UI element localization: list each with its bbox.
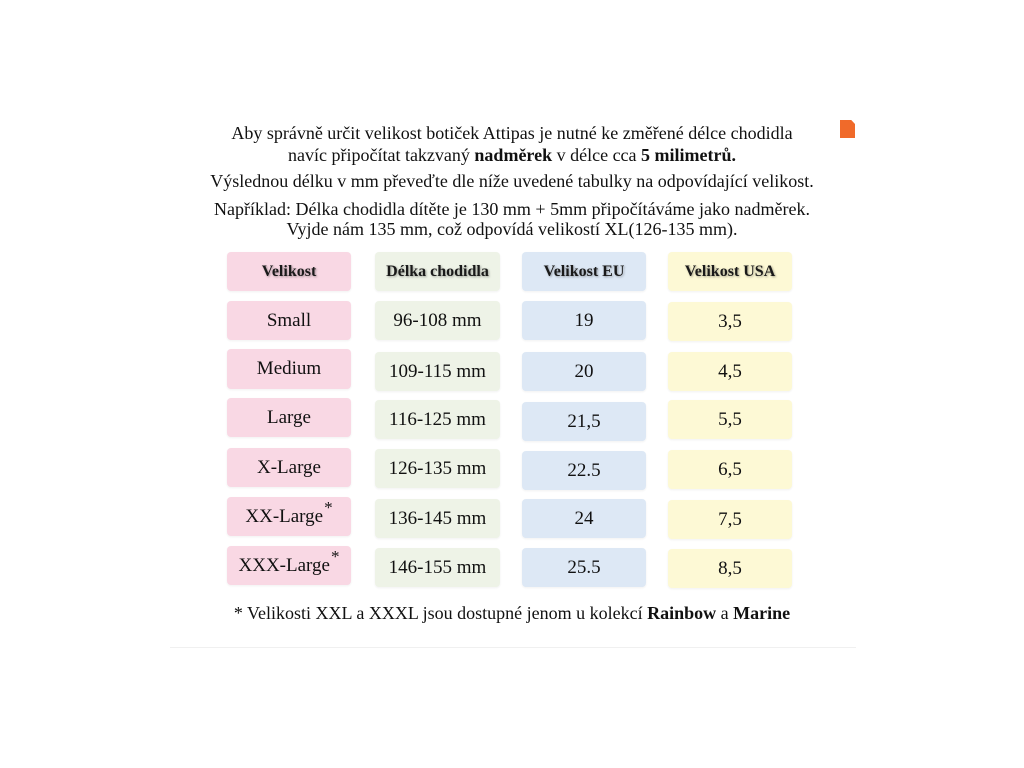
- row-3-size: [227, 398, 351, 437]
- row-2-eu: 20: [522, 352, 646, 391]
- intro-text-3: Výslednou délku v mm převeďte dle níže uvedené tabulky na odpovídající velikost.: [210, 171, 814, 191]
- row-6-usa: 8,5: [668, 549, 792, 588]
- size-label: XXX-Large: [238, 554, 330, 576]
- row-1-size: [227, 301, 351, 340]
- intro-line-1: [0, 122, 1024, 144]
- intro-line-4: [0, 198, 1024, 220]
- row-3-usa: 5,5: [668, 400, 792, 439]
- row-5-eu: 24: [522, 499, 646, 538]
- header-size: Velikost: [227, 252, 351, 291]
- intro-text-2-pre: navíc připočítat takzvaný: [287, 145, 475, 165]
- orange-corner-icon: [840, 120, 855, 138]
- intro-text-2-mid: v délce cca: [552, 145, 642, 165]
- header-length: Délka chodidla: [375, 252, 500, 291]
- row-4-size: [227, 448, 351, 487]
- row-5-usa: 7,5: [668, 500, 792, 539]
- row-6-length: 146-155 mm: [375, 548, 500, 587]
- row-1-length: 96-108 mm: [375, 301, 500, 340]
- intro-text-5: Vyjde nám 135 mm, což odpovídá velikostí XL(126-135 mm).: [286, 219, 738, 239]
- availability-asterisk: *: [324, 497, 333, 517]
- intro-text-1: Aby správně určit velikost botiček Attipas je nutné ke změřené délce chodidla: [231, 123, 793, 143]
- row-1-eu: 19: [522, 301, 646, 340]
- row-5-size: [227, 497, 351, 536]
- availability-asterisk: *: [330, 546, 340, 566]
- row-3-length: 116-125 mm: [375, 400, 500, 439]
- row-2-usa: 4,5: [668, 352, 792, 391]
- intro-bold-millimeters: 5 milimetrů.: [641, 145, 737, 165]
- row-6-size: [227, 546, 351, 585]
- row-2-length: 109-115 mm: [375, 352, 500, 391]
- row-6-eu: 25.5: [522, 548, 646, 587]
- intro-line-2: [0, 144, 1024, 166]
- row-3-eu: 21,5: [522, 402, 646, 441]
- intro-line-3: [0, 170, 1024, 192]
- header-eu: Velikost EU: [522, 252, 646, 291]
- size-label: Small: [266, 309, 312, 331]
- size-label: Medium: [256, 358, 322, 379]
- row-5-length: 136-145 mm: [375, 499, 500, 538]
- row-4-length: 126-135 mm: [375, 449, 500, 488]
- intro-text-4: Například: Délka chodidla dítěte je 130 mm + 5mm připočítáváme jako nadměrek.: [214, 199, 810, 219]
- size-label: X-Large: [256, 456, 321, 478]
- size-label: Large: [267, 406, 311, 428]
- row-2-size: [227, 349, 351, 389]
- size-label: XX-Large: [245, 505, 324, 527]
- intro-line-5: [0, 218, 1024, 240]
- row-4-eu: 22.5: [522, 451, 646, 490]
- footnote-collection-rainbow: Rainbow: [647, 603, 717, 623]
- header-usa: Velikost USA: [668, 252, 792, 291]
- row-4-usa: 6,5: [668, 450, 792, 489]
- row-1-usa: 3,5: [668, 302, 792, 341]
- footnote-text-pre: * Velikosti XXL a XXXL jsou dostupné jenom u kolekcí: [233, 603, 648, 623]
- footnote-text-mid: a: [716, 603, 734, 623]
- footnote: [0, 603, 1024, 624]
- bottom-divider: [170, 647, 856, 648]
- footnote-collection-marine: Marine: [733, 603, 791, 623]
- intro-bold-overlap: nadměrek: [474, 145, 553, 165]
